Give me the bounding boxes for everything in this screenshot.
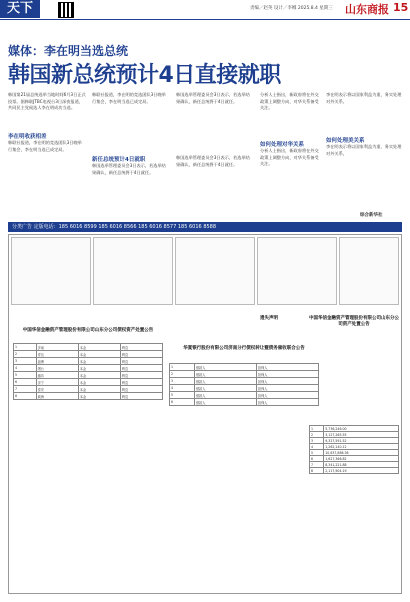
table-row <box>310 468 399 474</box>
table-cell: 1,262,140.12 <box>324 444 399 450</box>
table-row <box>14 379 163 386</box>
table-row <box>170 378 319 385</box>
table-cell: 5 <box>310 450 324 456</box>
notice-title: 中国华信金融资产管理股份有限公司山东分公司债权资产处置公告 <box>22 328 154 333</box>
article-para-2: 韩国选举管理委员会3日表示，若选举结果确认，新任总统将于4日就任。 <box>92 163 166 175</box>
table-row <box>14 358 163 365</box>
notice-table-mid <box>169 363 319 406</box>
small-ad <box>257 237 337 305</box>
table-cell: 2 <box>310 432 324 438</box>
table-cell: 8 <box>14 393 37 400</box>
table-cell: 淄博 <box>36 358 78 365</box>
table-cell: 1,627,366.82 <box>324 456 399 462</box>
table-row <box>14 393 163 400</box>
classified-banner: 分类广告 定版电话：185 6016 8599 185 6016 8566 185 6016 8577 185 6016 8588 <box>8 222 402 232</box>
section-label: 天下 <box>0 0 40 18</box>
table-cell: 潍坊 <box>36 372 78 379</box>
table-cell: 7 <box>14 386 37 393</box>
table-cell: 9,327,591.52 <box>324 438 399 444</box>
table-cell: 本金 <box>78 365 120 372</box>
table-cell: 3 <box>14 358 37 365</box>
small-ad <box>11 237 91 305</box>
article-byline: 综合新华社 <box>360 213 383 218</box>
table-row <box>170 364 319 371</box>
table-cell: 6 <box>170 399 195 406</box>
article-col3-text-b: 韩国选举管理委员会3日表示，若选举结果确认，新任总统将于4日就任。 <box>176 155 250 167</box>
small-ad <box>93 237 173 305</box>
table-cell: 2 <box>14 351 37 358</box>
notice-table-right <box>309 425 399 474</box>
table-row <box>170 371 319 378</box>
table-row <box>14 372 163 379</box>
notice-title: 中国华信金融资产管理股份有限公司山东分公司资产处置公告 <box>309 316 399 327</box>
table-cell: 1 <box>14 344 37 351</box>
table-cell: 本金 <box>78 351 120 358</box>
table-cell: 借款人 <box>194 364 256 371</box>
table-cell: 利息 <box>120 372 162 379</box>
article-headline: 韩国新总统预计4日直接就职 <box>8 63 281 88</box>
table-cell: 担保人 <box>256 399 318 406</box>
table-cell: 6 <box>14 379 37 386</box>
page-number: 15 <box>393 1 409 14</box>
editor-line: 责编／赵英 设计／李娜 2025.8.4 星期三 <box>250 6 333 11</box>
small-ad <box>339 237 399 305</box>
table-cell: 本金 <box>78 379 120 386</box>
table-cell: 4 <box>310 444 324 450</box>
table-cell: 本金 <box>78 358 120 365</box>
table-cell: 利息 <box>120 351 162 358</box>
notice-table-left <box>13 343 163 400</box>
table-cell: 担保人 <box>256 378 318 385</box>
table-row <box>14 344 163 351</box>
table-cell: 利息 <box>120 379 162 386</box>
article-col5-text: 李在明表示将以国家利益为重，务实处理对外关系。 <box>326 92 402 104</box>
table-cell: 本金 <box>78 344 120 351</box>
classified-region <box>8 234 402 594</box>
table-cell: 5 <box>14 372 37 379</box>
table-cell: 3 <box>170 378 195 385</box>
table-cell: 1 <box>170 364 195 371</box>
table-cell: 5 <box>170 392 195 399</box>
table-cell: 本金 <box>78 393 120 400</box>
table-cell: 担保人 <box>256 364 318 371</box>
table-cell: 本金 <box>78 386 120 393</box>
table-cell: 济宁 <box>36 379 78 386</box>
table-cell: 1 <box>310 426 324 432</box>
notice-title: 遗失声明 <box>260 316 278 321</box>
table-row <box>14 351 163 358</box>
table-cell: 利息 <box>120 358 162 365</box>
table-cell: 利息 <box>120 365 162 372</box>
table-cell: 10,637,886.36 <box>324 450 399 456</box>
table-cell: 4 <box>14 365 37 372</box>
table-cell: 3,127,265.55 <box>324 432 399 438</box>
table-row <box>170 392 319 399</box>
table-cell: 8,341,221.88 <box>324 462 399 468</box>
table-cell: 7 <box>310 462 324 468</box>
table-cell: 借款人 <box>194 392 256 399</box>
table-cell: 烟台 <box>36 365 78 372</box>
article-para-1: 韩联社报道，李在明的竞选团队3日晚举行集会，李在明当选已成定局。 <box>8 140 82 152</box>
table-cell: 3 <box>310 438 324 444</box>
table-cell: 本金 <box>78 372 120 379</box>
table-cell: 2,117,904.19 <box>324 468 399 474</box>
table-cell: 担保人 <box>256 392 318 399</box>
subhead-1: 李在明收获相差 <box>8 134 47 140</box>
table-row <box>14 386 163 393</box>
subhead-2: 新任总统预计4日就职 <box>92 157 146 163</box>
notice-title: 华夏银行股份有限公司济南分行债权转让暨债务催收联合公告 <box>183 346 305 351</box>
subhead-3: 如何处理对华关系 <box>260 142 305 148</box>
table-cell: 借款人 <box>194 399 256 406</box>
article-col3-text: 韩国选举管理委员会3日表示，若选举结果确认，新任总统将于4日就任。 <box>176 92 250 104</box>
table-cell: 青岛 <box>36 351 78 358</box>
article-col2-text: 韩联社报道，李在明的竞选团队3日晚举行集会，李在明当选已成定局。 <box>92 92 166 104</box>
small-ad <box>175 237 255 305</box>
table-cell: 2 <box>170 371 195 378</box>
table-row <box>14 365 163 372</box>
article-col4-text: 分析人士指出，新政府将在外交政策上调整方向，对华关系备受关注。 <box>260 92 319 110</box>
article-para-4: 李在明表示将以国家利益为重，务实处理对外关系。 <box>326 144 402 156</box>
subhead-4: 如何处理美关系 <box>326 138 365 144</box>
article-kicker: 媒体：李在明当选总统 <box>8 44 129 58</box>
table-cell: 4 <box>170 385 195 392</box>
table-cell: 5,736,246.00 <box>324 426 399 432</box>
table-cell: 利息 <box>120 386 162 393</box>
qr-code-icon <box>58 2 74 18</box>
table-cell: 威海 <box>36 393 78 400</box>
table-cell: 6 <box>310 456 324 462</box>
table-cell: 济南 <box>36 344 78 351</box>
table-cell: 利息 <box>120 344 162 351</box>
article-para-3: 分析人士指出，新政府将在外交政策上调整方向，对华关系备受关注。 <box>260 148 319 166</box>
table-cell: 借款人 <box>194 378 256 385</box>
table-row <box>170 399 319 406</box>
table-cell: 借款人 <box>194 371 256 378</box>
table-cell: 担保人 <box>256 385 318 392</box>
article-lede: 韩国第21届总统选举当地时间6月3日正式投票。据韩联JTBC电视台3日深夜报道，共同民主党候选人李在明成功当选。 <box>8 92 86 110</box>
table-cell: 利息 <box>120 393 162 400</box>
table-cell: 8 <box>310 468 324 474</box>
table-cell: 担保人 <box>256 371 318 378</box>
paper-name: 山东商报 <box>345 3 389 16</box>
masthead-rule <box>0 19 410 20</box>
table-row <box>170 385 319 392</box>
table-cell: 泰安 <box>36 386 78 393</box>
table-cell: 借款人 <box>194 385 256 392</box>
